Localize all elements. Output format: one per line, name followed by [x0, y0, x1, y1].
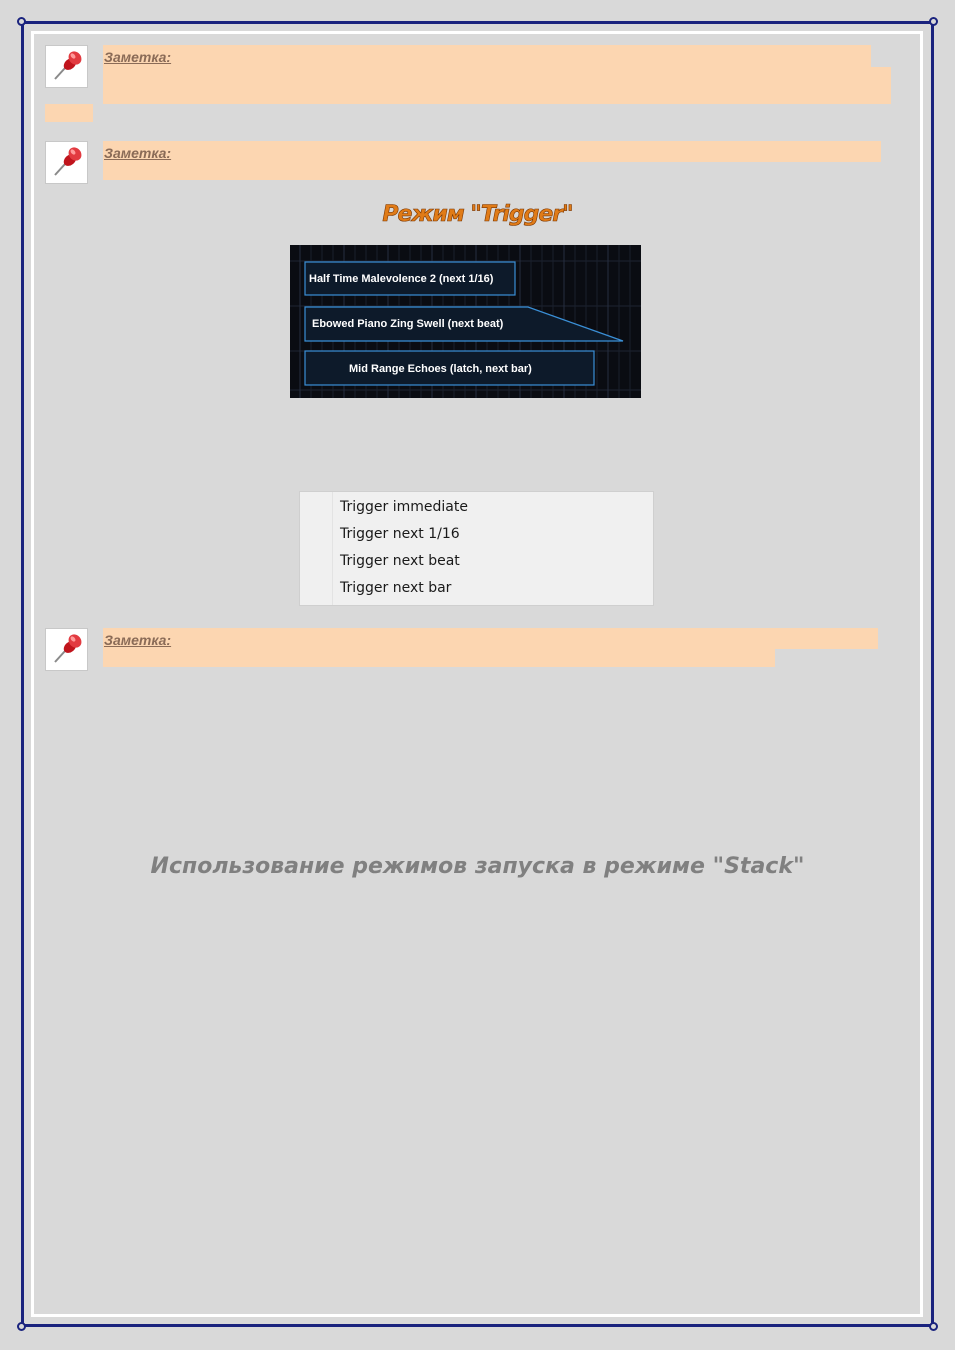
corner-mark-top-right — [929, 17, 938, 26]
menu-item-trigger-next-1-16[interactable]: Trigger next 1/16 — [340, 526, 460, 542]
track-clips-screenshot — [290, 245, 641, 398]
note-label: Заметка: — [104, 49, 172, 65]
menu-icon-gutter — [300, 492, 333, 605]
section-title-trigger: Режим "Trigger" — [382, 202, 573, 227]
pushpin-icon — [45, 45, 88, 88]
note-band — [103, 162, 510, 180]
note-band — [103, 45, 871, 67]
trigger-mode-menu — [299, 491, 654, 606]
note-label: Заметка: — [104, 632, 172, 648]
menu-item-trigger-immediate[interactable]: Trigger immediate — [340, 499, 468, 515]
menu-item-trigger-next-beat[interactable]: Trigger next beat — [340, 553, 460, 569]
pushpin-icon — [45, 628, 88, 671]
note-label: Заметка: — [104, 145, 172, 161]
corner-mark-bottom-right — [929, 1322, 938, 1331]
clip-label: Mid Range Echoes (latch, next bar) — [349, 363, 532, 375]
note-band — [103, 67, 891, 104]
pushpin-icon — [45, 141, 88, 184]
corner-mark-top-left — [17, 17, 26, 26]
note-band — [103, 141, 881, 162]
note-band — [103, 649, 775, 667]
menu-item-trigger-next-bar[interactable]: Trigger next bar — [340, 580, 452, 596]
corner-mark-bottom-left — [17, 1322, 26, 1331]
note-band — [103, 628, 878, 649]
clip-label: Ebowed Piano Zing Swell (next beat) — [312, 318, 504, 330]
note-band — [45, 104, 93, 122]
clip-label: Half Time Malevolence 2 (next 1/16) — [309, 273, 494, 285]
section-title-stack: Использование режимов запуска в режиме "Stack" — [150, 854, 805, 879]
